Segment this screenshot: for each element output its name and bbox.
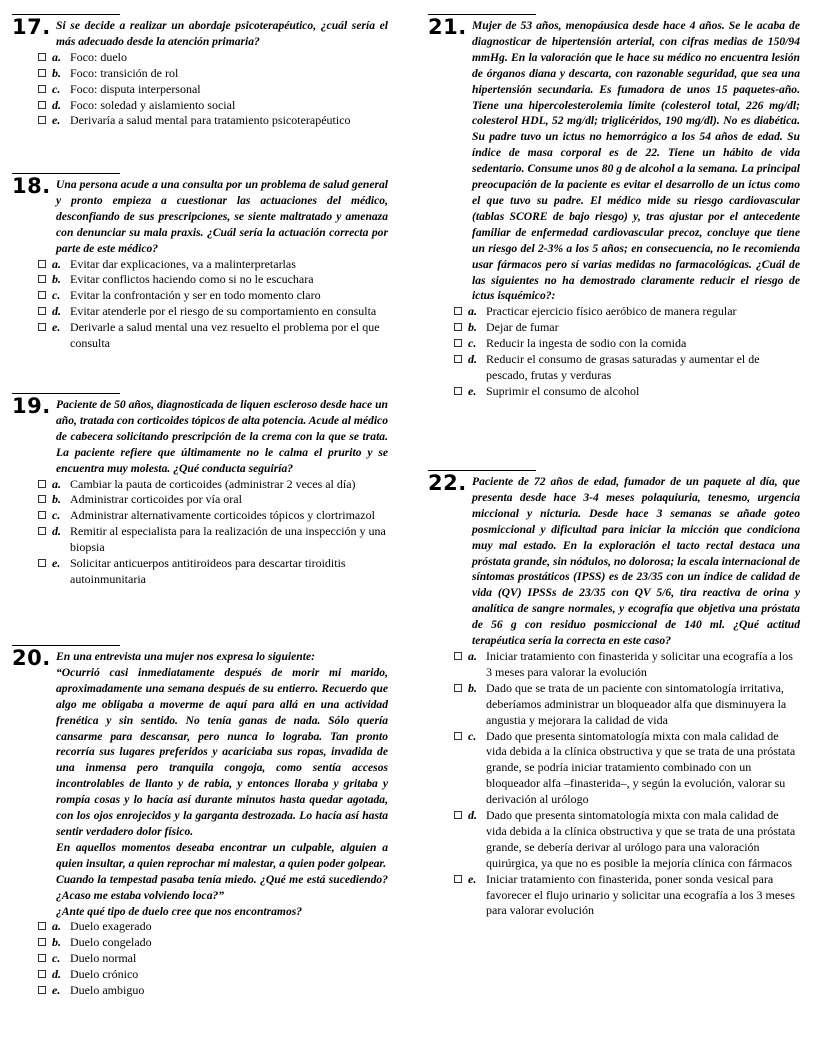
option-letter: d.	[52, 967, 61, 982]
checkbox[interactable]	[454, 355, 462, 363]
option-text: Evitar dar explicaciones, va a malinterpretarlas	[70, 256, 296, 271]
checkbox[interactable]	[454, 387, 462, 395]
answer-options	[428, 304, 800, 399]
question-stem: Paciente de 72 años de edad, fumador de un paquete al día, que presenta desde hace 3-4 meses polaquiuria, tenesmo, urgencia miccional y nicturia. Desde hace 3 semanas se añade goteo posmiccional y dificultad para iniciar la micción que condiciona muy mal estado. En la exploración el tacto rectal destaca una próstata grande, sin nódulos, no dolorosa; la escala internacional de síntomas prostáticos (IPSS) es de 23/35 con un índice de calidad de vida (QV) IPSSs de 23/35 con QV 5/6, tira reactiva de orina y analítica de sangre normales, y ecografía que objetiva una próstata de 56 g con residuo posmiccional de 140 ml. ¿Qué actitud terapéutica sería la correcta en este caso?	[472, 475, 800, 648]
option-letter: c.	[52, 508, 61, 523]
option-text: Remitir al especialista para la realización de una inspección y una biopsia	[70, 524, 386, 555]
answer-option-b[interactable]	[38, 66, 388, 82]
answer-option-e[interactable]	[454, 872, 800, 920]
checkbox[interactable]	[38, 53, 46, 61]
question-stem: Una persona acude a una consulta por un problema de salud general y pronto empieza a cuestionar las actuaciones del médico, desconfiando de sus prescripciones, se siente maltratado y amenaza con denunciar su mala praxis. ¿Cuál sería la actuación correcta por parte de este médico?	[56, 178, 388, 255]
option-text: Iniciar tratamiento con finasterida y solicitar una ecografía a los 3 meses para valorar la evolución	[486, 648, 793, 679]
question-header	[12, 394, 388, 477]
option-text: Suprimir el consumo de alcohol	[486, 383, 640, 398]
question-stem-prompt: ¿Ante qué tipo de duelo cree que nos encontramos?	[56, 904, 303, 918]
option-letter: d.	[52, 304, 61, 319]
checkbox[interactable]	[454, 684, 462, 692]
option-letter: b.	[468, 680, 477, 695]
option-text: Duelo crónico	[70, 967, 139, 982]
option-text: Foco: transición de rol	[70, 65, 179, 80]
option-letter: e.	[468, 383, 477, 398]
option-text: Dado que presenta sintomatología mixta con mala calidad de vida debida a la clínica obstructiva y que se trata de una próstata grande, se podría iniciar tratamiento combinado con un bloqueador alfa –finasterida–, y según la evolución, valorar su derivación al urólogo	[486, 728, 796, 807]
option-text: Duelo ambiguo	[70, 983, 145, 998]
question-header	[12, 15, 388, 50]
question-22	[428, 470, 800, 919]
option-letter: b.	[52, 65, 61, 80]
answer-option-e[interactable]	[38, 983, 388, 999]
checkbox[interactable]	[38, 116, 46, 124]
answer-option-c[interactable]	[38, 508, 388, 524]
answer-option-c[interactable]	[454, 336, 800, 352]
option-text: Administrar alternativamente corticoides tópicos y clortrimazol	[70, 508, 375, 523]
option-letter: b.	[52, 492, 61, 507]
question-stem-quote: “Ocurrió casi inmediatamente después de morir mi marido, aproximadamente una semana después de su entierro. Recuerdo que algo me obligaba a moverme de aquí para allá en una actividad frenética y sin sentido. No tenía ganas de nada. Sólo quería cansarme para descansar, pero nunca lo lograba. Tan pronto recorría sus lugares preferidos y acariciaba sus ropas, invadida de una inmensa pero tranquila congoja, como sentía accesos incontrolables de llanto y de rabia, y entonces lloraba y gritaba y rompía cosas y lo hacía así durante minutos hasta quedar agotada, con los ojos enrojecidos y la garganta destrozada. Lo hacía así hasta sentir verdadero dolor físico.	[56, 665, 388, 838]
answer-options	[12, 477, 388, 588]
answer-option-a[interactable]	[38, 477, 388, 493]
checkbox[interactable]	[38, 85, 46, 93]
checkbox[interactable]	[38, 291, 46, 299]
answer-options	[428, 649, 800, 919]
checkbox[interactable]	[38, 970, 46, 978]
answer-option-a[interactable]	[454, 304, 800, 320]
checkbox[interactable]	[38, 527, 46, 535]
checkbox[interactable]	[38, 275, 46, 283]
option-letter: b.	[52, 272, 61, 287]
option-letter: e.	[52, 113, 61, 128]
question-header	[12, 646, 388, 919]
option-text: Evitar la confrontación y ser en todo momento claro	[70, 288, 321, 303]
option-letter: a.	[52, 476, 61, 491]
answer-options	[12, 919, 388, 999]
question-stem: Si se decide a realizar un abordaje psicoterapéutico, ¿cuál sería el más adecuado desde la atención primaria?	[56, 19, 388, 48]
answer-option-d[interactable]	[38, 304, 388, 320]
answer-option-d[interactable]	[454, 352, 800, 384]
checkbox[interactable]	[38, 480, 46, 488]
checkbox[interactable]	[38, 922, 46, 930]
option-letter: e.	[52, 320, 61, 335]
answer-options	[12, 50, 388, 130]
answer-option-a[interactable]	[38, 257, 388, 273]
question-stem-intro: En una entrevista una mujer nos expresa lo siguiente:	[56, 650, 315, 663]
checkbox[interactable]	[38, 495, 46, 503]
checkbox[interactable]	[454, 307, 462, 315]
option-letter: a.	[52, 919, 61, 934]
option-text: Dado que se trata de un paciente con sintomatología irritativa, deberíamos administrar un bloqueador alfa que disminuyera la angustia y mejorara la calidad de vida	[486, 680, 787, 727]
option-text: Cambiar la pauta de corticoides (administrar 2 veces al día)	[70, 476, 356, 491]
answer-option-d[interactable]	[38, 967, 388, 983]
option-letter: d.	[52, 97, 61, 112]
answer-option-c[interactable]	[38, 951, 388, 967]
option-letter: e.	[52, 983, 61, 998]
option-text: Evitar conflictos haciendo como si no le escuchara	[70, 272, 314, 287]
answer-option-b[interactable]	[38, 935, 388, 951]
answer-option-d[interactable]	[38, 524, 388, 556]
option-letter: e.	[52, 556, 61, 571]
question-number: 20.	[12, 646, 51, 670]
option-text: Iniciar tratamiento con finasterida, poner sonda vesical para favorecer el flujo urinario y solicitar una ecografía a los 3 meses para valorar evolución	[486, 871, 795, 918]
question-20	[12, 645, 388, 999]
question-number: 17.	[12, 15, 51, 39]
option-text: Derivarle a salud mental una vez resuelto el problema por el que consulta	[70, 320, 380, 351]
question-18	[12, 173, 388, 352]
option-text: Duelo exagerado	[70, 919, 152, 934]
checkbox[interactable]	[38, 69, 46, 77]
answer-option-b[interactable]	[454, 681, 800, 729]
answer-option-d[interactable]	[38, 98, 388, 114]
option-letter: b.	[52, 935, 61, 950]
question-21	[428, 14, 800, 400]
checkbox[interactable]	[454, 339, 462, 347]
answer-option-d[interactable]	[454, 808, 800, 872]
question-stem: Mujer de 53 años, menopáusica desde hace 4 años. Se le acaba de diagnosticar de hipertensión arterial, con cifras medias de 150/94 mmHg. En la valoración que le hace su médico no encuentra lesión de órganos diana y descarta, con razonable seguridad, que sea una hipertensión secundaria. Es fumadora de unos 15 paquetes-año. Tiene una hipercolesterolemia límite (colesterol total, 226 mg/dl; colesterol HDL, 52 mg/dl; triglicéridos, 190 mg/dl). No es diabética. Su padre tuvo un ictus no hemorrágico a los 54 años de edad. Su índice de masa corporal es de 22. Tiene un hábito de vida sedentario. Consume unos 80 g de alcohol a la semana. La principal preocupación de la paciente es evitar el desarrollo de un ictus como el que tuvo su padre. El médico mide su riesgo cardiovascular (tablas SCORE de bajo riesgo) y, tras ajustar por el antecedente familiar de enfermedad cardiovascular precoz, concluye que tiene un riesgo del 2-3% a los 5 años; en consecuencia, no le recomienda usar fármacos pero sí varias medidas no farmacológicas. ¿Cuál de las siguientes no ha demostrado claramente reducir el riesgo de ictus isquémico?:	[472, 19, 800, 303]
option-text: Duelo normal	[70, 951, 137, 966]
answer-option-a[interactable]	[454, 649, 800, 681]
option-letter: c.	[468, 728, 477, 743]
option-text: Foco: soledad y aislamiento social	[70, 97, 236, 112]
answer-options	[12, 257, 388, 352]
answer-option-e[interactable]	[454, 384, 800, 400]
option-letter: e.	[468, 871, 477, 886]
answer-option-b[interactable]	[454, 320, 800, 336]
option-text: Derivaría a salud mental para tratamiento psicoterapéutico	[70, 113, 351, 128]
checkbox[interactable]	[38, 954, 46, 962]
checkbox[interactable]	[454, 875, 462, 883]
option-text: Solicitar anticuerpos antitiroideos para descartar tiroiditis autoinmunitaria	[70, 556, 346, 586]
answer-option-e[interactable]	[38, 556, 388, 588]
question-number: 21.	[428, 15, 467, 39]
option-text: Dado que presenta sintomatología mixta con mala calidad de vida debida a la clínica obstructiva y que se trata de una próstata grande, se debería derivar al urólogo para una valoración quirúrgica, ya que no es posible la mejoría clínica con fármacos	[486, 808, 796, 870]
checkbox[interactable]	[38, 307, 46, 315]
answer-option-c[interactable]	[38, 288, 388, 304]
question-19	[12, 393, 388, 588]
question-header	[428, 15, 800, 304]
option-text: Dejar de fumar	[486, 320, 559, 335]
checkbox[interactable]	[38, 101, 46, 109]
option-letter: c.	[468, 336, 477, 351]
answer-option-c[interactable]	[38, 82, 388, 98]
answer-option-a[interactable]	[38, 919, 388, 935]
question-number: 18.	[12, 174, 51, 198]
question-header	[428, 471, 800, 649]
checkbox[interactable]	[38, 938, 46, 946]
answer-option-b[interactable]	[38, 492, 388, 508]
option-letter: a.	[468, 648, 477, 663]
option-letter: c.	[52, 951, 61, 966]
option-letter: c.	[52, 288, 61, 303]
question-stem-quote: En aquellos momentos deseaba encontrar un culpable, alguien a quien insultar, a quien reprochar mi malestar, a quien poder golpear.	[56, 840, 388, 870]
option-letter: d.	[468, 352, 477, 367]
answer-option-b[interactable]	[38, 272, 388, 288]
option-text: Practicar ejercicio físico aeróbico de manera regular	[486, 304, 737, 319]
option-text: Foco: duelo	[70, 49, 127, 64]
option-letter: b.	[468, 320, 477, 335]
question-17	[12, 14, 388, 129]
checkbox[interactable]	[454, 323, 462, 331]
option-text: Reducir la ingesta de sodio con la comida	[486, 336, 687, 351]
question-number: 19.	[12, 394, 51, 418]
question-header	[12, 174, 388, 257]
checkbox[interactable]	[38, 260, 46, 268]
answer-option-c[interactable]	[454, 729, 800, 809]
checkbox[interactable]	[38, 559, 46, 567]
option-letter: a.	[52, 49, 61, 64]
option-letter: c.	[52, 81, 61, 96]
answer-option-e[interactable]	[38, 113, 388, 129]
checkbox[interactable]	[38, 986, 46, 994]
checkbox[interactable]	[38, 511, 46, 519]
checkbox[interactable]	[454, 811, 462, 819]
checkbox[interactable]	[454, 652, 462, 660]
answer-option-e[interactable]	[38, 320, 388, 352]
question-stem-quote: Cuando la tempestad pasaba tenía miedo. ¿Qué me está sucediendo? ¿Acaso me estaba volviendo loca?”	[56, 872, 388, 902]
answer-option-a[interactable]	[38, 50, 388, 66]
checkbox[interactable]	[454, 732, 462, 740]
option-text: Foco: disputa interpersonal	[70, 81, 201, 96]
option-text: Administrar corticoides por vía oral	[70, 492, 242, 507]
option-letter: a.	[468, 304, 477, 319]
option-letter: a.	[52, 256, 61, 271]
option-letter: d.	[52, 524, 61, 539]
option-text: Duelo congelado	[70, 935, 152, 950]
checkbox[interactable]	[38, 323, 46, 331]
question-number: 22.	[428, 471, 467, 495]
option-text: Evitar atenderle por el riesgo de su comportamiento en consulta	[70, 304, 377, 319]
option-text: Reducir el consumo de grasas saturadas y aumentar el de pescado, frutas y verduras	[486, 352, 760, 382]
option-letter: d.	[468, 808, 477, 823]
question-stem: Paciente de 50 años, diagnosticada de liquen escleroso desde hace un año, tratada con corticoides tópicos de alta potencia. Acude al médico de cabecera solicitando prescripción de la crema con la que se trata. La paciente refiere que últimamente no le calma el prurito y se encuentra muy molesta. ¿Qué conducta seguiría?	[56, 398, 388, 475]
